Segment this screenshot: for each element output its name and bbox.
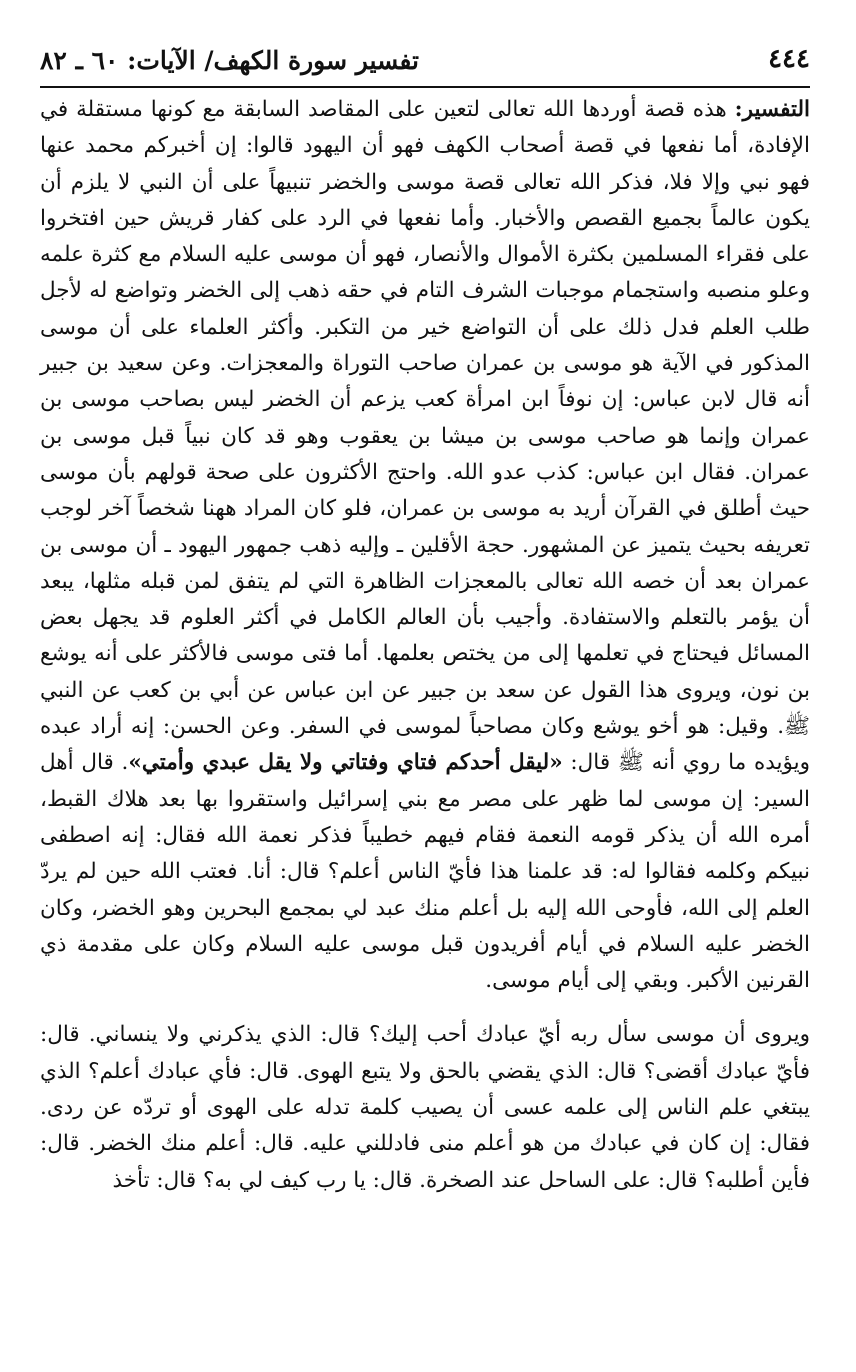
tafsir-paragraph xyxy=(40,92,810,999)
running-title: تفسير سورة الكهف/ الآيات: ٦٠ ـ ٨٢ xyxy=(40,46,419,75)
header-divider xyxy=(40,86,810,88)
page-number: ٤٤٤ xyxy=(768,44,810,74)
paragraph-text-continued: . قال أهل السير: إن موسى لما ظهر على مصر مع بني إسرائيل واستقروا بها بعد هلاك القبط، أمره الله أن يذكر قومه النعمة فقام فيهم خطيباً فذكر نعمة الله فقال: إنه اصطفى نبيكم وكلمه فقالوا له: قد علمنا هذا فأيّ الناس أعلم؟ قال: أنا. فعتب الله حين لم يردّ العلم إلى الله، فأوحى الله إليه بل أعلم منك عبد لي بمجمع البحرين وهو الخضر، وكان الخضر عليه السلام في أيام أفريدون قبل موسى عليه السلام وكان على مقدمة ذي القرنين الأكبر. وبقي إلى أيام موسى. xyxy=(40,750,810,994)
paragraph-text: هذه قصة أوردها الله تعالى لتعين على المقاصد السابقة مع كونها مستقلة في الإفادة، أما نفعها في قصة أصحاب الكهف فهو أن اليهود قالوا: إن أخبركم محمد عنها فهو نبي وإلا فلا، فذكر الله تعالى قصة موسى والخضر تنبيهاً على أن النبي لا يلزم أن يكون عالماً بجميع القصص والأخبار. وأما نفعها في الرد على كفار قريش حين افتخروا على فقراء المسلمين بكثرة الأموال والأنصار، فهو أن موسى عليه السلام مع كثرة علمه وعلو منصبه واستجمام موجبات الشرف التام في حقه ذهب إلى الخضر وتواضع له لأجل طلب العلم فدل ذلك على أن التواضع خير من التكبر. وأكثر العلماء على أن موسى المذكور في الآية هو موسى بن عمران صاحب التوراة والمعجزات. وعن سعيد بن جبير أنه قال لابن عباس: إن نوفاً ابن امرأة كعب يزعم أن الخضر ليس بصاحب موسى بن عمران وإنما هو صاحب موسى بن ميشا بن يعقوب وهو قد كان نبياً قبل موسى بن عمران. فقال ابن عباس: كذب عدو الله. واحتج الأكثرون على صحة قولهم بأن موسى حيث أطلق في القرآن أريد به موسى بن عمران، فلو كان المراد ههنا شخصاً آخر لوجب تعريفه بحيث يتميز عن المشهور. حجة الأقلين ـ وإليه ذهب جمهور اليهود ـ أن موسى بن عمران بعد أن خصه الله تعالى بالمعجزات الظاهرة التي لم يتفق لمن قبله مثلها، يبعد أن يؤمر بالتعلم والاستفادة. وأجيب بأن العالم الكامل في أكثر العلوم قد يجهل بعض المسائل فيحتاج في تعلمها إلى من يختص بعلمها. أما فتى موسى فالأكثر على أنه يوشع بن نون، ويروى هذا القول عن سعد بن جبير عن ابن عباس عن أبي بن كعب عن النبي ﷺ. وقيل: هو أخو يوشع وكان مصاحباً لموسى في السفر. وعن الحسن: إنه أراد عبده ويؤيده ما روي أنه ﷺ قال: xyxy=(40,97,811,776)
tafsir-keyword: التفسير: xyxy=(734,97,810,122)
narration-paragraph xyxy=(40,1017,810,1198)
page-body xyxy=(40,92,810,1199)
hadith-quote: «ليقل أحدكم فتاي وفتاتي ولا يقل عبدي وأمتي» xyxy=(128,750,563,776)
page-header xyxy=(40,44,810,84)
paragraph-text: ويروى أن موسى سأل ربه أيّ عبادك أحب إليك؟ قال: الذي يذكرني ولا ينساني. قال: فأيّ عبادك أقضى؟ قال: الذي يقضي بالحق ولا يتبع الهوى. قال: فأي عبادك أعلم؟ الذي يبتغي علم الناس إلى علمه عسى أن يصيب كلمة تدله على الهوى أو تردّه عن ردى. فقال: إن كان في عبادك من هو أعلم منى فادللني عليه. قال: أعلم منك الخضر. قال: فأين أطلبه؟ قال: على الساحل عند الصخرة. قال: يا رب كيف لي به؟ قال: تأخذ xyxy=(40,1022,810,1193)
